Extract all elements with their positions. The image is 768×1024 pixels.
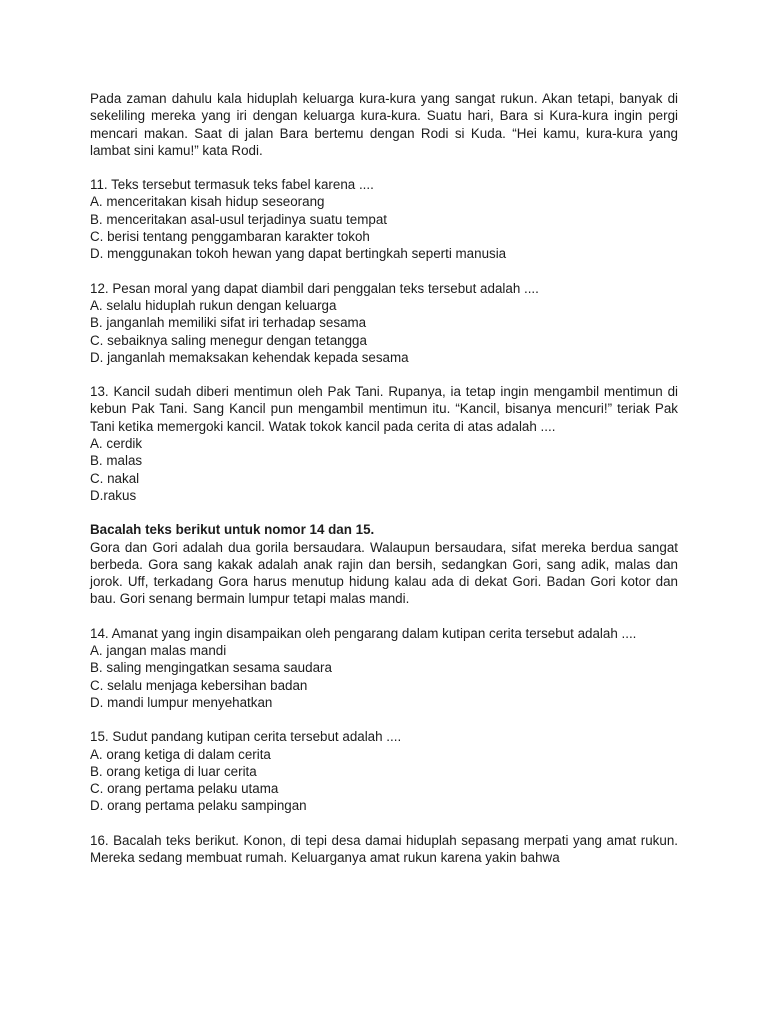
option-c: C. orang pertama pelaku utama <box>90 781 279 797</box>
question-14 <box>90 625 678 711</box>
option-c: C. berisi tentang penggambaran karakter tokoh <box>90 229 370 245</box>
option-b: B. menceritakan asal-usul terjadinya suatu tempat <box>90 211 387 227</box>
option-d: D. janganlah memaksakan kehendak kepada sesama <box>90 349 409 365</box>
question-text: 13. Kancil sudah diberi mentimun oleh Pak Tani. Rupanya, ia tetap ingin mengambil mentimun di kebun Pak Tani. Sang Kancil pun mengambil mentimun itu. “Kancil, bisanya mencuri!” teriak Pak Tani ketika memergoki kancil. Watak tokok kancil pada cerita di atas adalah .... <box>90 384 678 434</box>
option-c: C. nakal <box>90 470 140 486</box>
option-a: A. selalu hiduplah rukun dengan keluarga <box>90 297 337 313</box>
option-b: B. saling mengingatkan sesama saudara <box>90 660 332 676</box>
question-12 <box>90 280 678 366</box>
option-d: D. orang pertama pelaku sampingan <box>90 798 307 814</box>
question-text: 16. Bacalah teks berikut. Konon, di tepi desa damai hiduplah sepasang merpati yang amat rukun. Mereka sedang membuat rumah. Keluarganya amat rukun karena yakin bahwa <box>90 832 678 865</box>
option-b: B. orang ketiga di luar cerita <box>90 763 257 779</box>
story-passage-2 <box>90 521 678 607</box>
option-d: D.rakus <box>90 487 137 503</box>
option-a: A. jangan malas mandi <box>90 643 227 659</box>
passage-heading: Bacalah teks berikut untuk nomor 14 dan 15. <box>90 522 375 538</box>
question-text: 15. Sudut pandang kutipan cerita tersebut adalah .... <box>90 729 402 745</box>
question-16 <box>90 832 678 867</box>
option-a: A. orang ketiga di dalam cerita <box>90 746 271 762</box>
option-c: C. sebaiknya saling menegur dengan tetangga <box>90 332 367 348</box>
question-text: 11. Teks tersebut termasuk teks fabel karena .... <box>90 177 374 193</box>
story-text: Gora dan Gori adalah dua gorila bersaudara. Walaupun bersaudara, sifat mereka berdua sangat berbeda. Gora sang kakak adalah anak rajin dan bersih, sedangkan Gori, sang adik, malas dan jorok. Uff, terkadang Gora harus menutup hidung kalau ada di dekat Gori. Badan Gori kotor dan bau. Gori senang bermain lumpur tetapi malas mandi. <box>90 539 678 607</box>
story-text: Pada zaman dahulu kala hiduplah keluarga kura-kura yang sangat rukun. Akan tetapi, banyak di sekeliling mereka yang iri dengan keluarga kura-kura. Suatu hari, Bara si Kura-kura ingin pergi mencari makan. Saat di jalan Bara bertemu dengan Rodi si Kuda. “Hei kamu, kura-kura yang lambat sini kamu!” kata Rodi. <box>90 91 678 158</box>
question-15 <box>90 728 678 814</box>
option-c: C. selalu menjaga kebersihan badan <box>90 677 308 693</box>
option-d: D. mandi lumpur menyehatkan <box>90 694 273 710</box>
question-11 <box>90 176 678 262</box>
option-b: B. malas <box>90 453 143 469</box>
option-d: D. menggunakan tokoh hewan yang dapat bertingkah seperti manusia <box>90 246 507 262</box>
option-b: B. janganlah memiliki sifat iri terhadap sesama <box>90 315 367 331</box>
question-text: 12. Pesan moral yang dapat diambil dari penggalan teks tersebut adalah .... <box>90 280 539 296</box>
option-a: A. menceritakan kisah hidup seseorang <box>90 194 325 210</box>
option-a: A. cerdik <box>90 436 143 452</box>
question-13 <box>90 383 678 504</box>
worksheet-page <box>90 90 678 883</box>
story-passage-1 <box>90 90 678 159</box>
question-text: 14. Amanat yang ingin disampaikan oleh pengarang dalam kutipan cerita tersebut adalah .... <box>90 625 637 641</box>
